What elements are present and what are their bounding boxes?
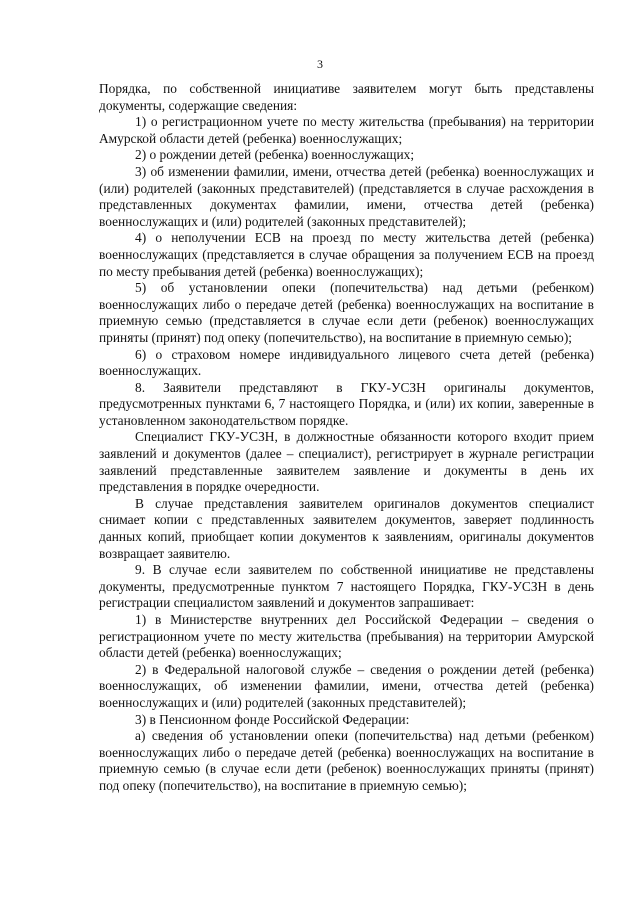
paragraph: 3) об изменении фамилии, имени, отчества детей (ребенка) военнослужащих и (или) родителей (законных представителей) (представляется в случае расхождения в представленных документах фамилии, имени, отчества детей (ребенка) военнослужащих и (или) родителей (законных представителей); bbox=[99, 163, 594, 229]
paragraph: 4) о неполучении ЕСВ на проезд по месту жительства детей (ребенка) военнослужащих (представляется в случае обращения за получением ЕСВ на проезд по месту пребывания детей (ребенка) военнослужащих); bbox=[99, 230, 594, 279]
paragraph: 6) о страховом номере индивидуального лицевого счета детей (ребенка) военнослужащих. bbox=[99, 346, 594, 379]
document-body bbox=[99, 81, 594, 795]
paragraph: 3) в Пенсионном фонде Российской Федерации: bbox=[135, 711, 410, 727]
paragraph: В случае представления заявителем оригиналов документов специалист снимает копии с представленных заявителем документов, заверяет подлинность данных копий, приобщает копии документов к заявлениям, оригиналы документов возвращает заявителю. bbox=[99, 495, 594, 561]
paragraph: 2) о рождении детей (ребенка) военнослужащих; bbox=[135, 147, 415, 163]
paragraph: Порядка, по собственной инициативе заявителем могут быть представлены документы, содержащие сведения: bbox=[99, 81, 594, 113]
paragraph: 9. В случае если заявителем по собственной инициативе не представлены документы, предусмотренные пунктом 7 настоящего Порядка, ГКУ-УСЗН в день регистрации специалистом заявлений и документов запрашивает: bbox=[99, 562, 594, 611]
paragraph: Специалист ГКУ-УСЗН, в должностные обязанности которого входит прием заявлений и документов (далее – специалист), регистрирует в журнале регистрации заявлений представленные заявителем заявление и документы в день их представления в порядке очередности. bbox=[99, 429, 594, 495]
paragraph: а) сведения об установлении опеки (попечительства) над детьми (ребенком) военнослужащих либо о передаче детей (ребенка) военнослужащих на воспитание в приемную семью (в случае если дети (ребенок) военнослужащих приняты (принят) под опеку (попечительство), на воспитание в приемную семью); bbox=[99, 728, 594, 793]
page-number: 3 bbox=[317, 57, 323, 71]
paragraph: 5) об установлении опеки (попечительства) над детьми (ребенком) военнослужащих либо о передаче детей (ребенка) военнослужащих на воспитание в приемную семью (представляется в случае если дети (ребенок) военнослужащих приняты (принят) под опеку (попечительство), на воспитание в приемную семью); bbox=[99, 280, 594, 345]
paragraph: 1) о регистрационном учете по месту жительства (пребывания) на территории Амурской области детей (ребенка) военнослужащих; bbox=[99, 114, 594, 146]
paragraph: 2) в Федеральной налоговой службе – сведения о рождении детей (ребенка) военнослужащих, об изменении фамилии, имени, отчества детей (ребенка) военнослужащих и (или) родителей (законных представителей); bbox=[99, 661, 594, 710]
paragraph: 8. Заявители представляют в ГКУ-УСЗН оригиналы документов, предусмотренных пунктами 6, 7 настоящего Порядка, и (или) их копии, заверенные в установленном законодательством порядке. bbox=[99, 379, 594, 428]
paragraph: 1) в Министерстве внутренних дел Российской Федерации – сведения о регистрационном учете по месту жительства (пребывания) на территории Амурской области детей (ребенка) военнослужащих; bbox=[99, 612, 594, 661]
